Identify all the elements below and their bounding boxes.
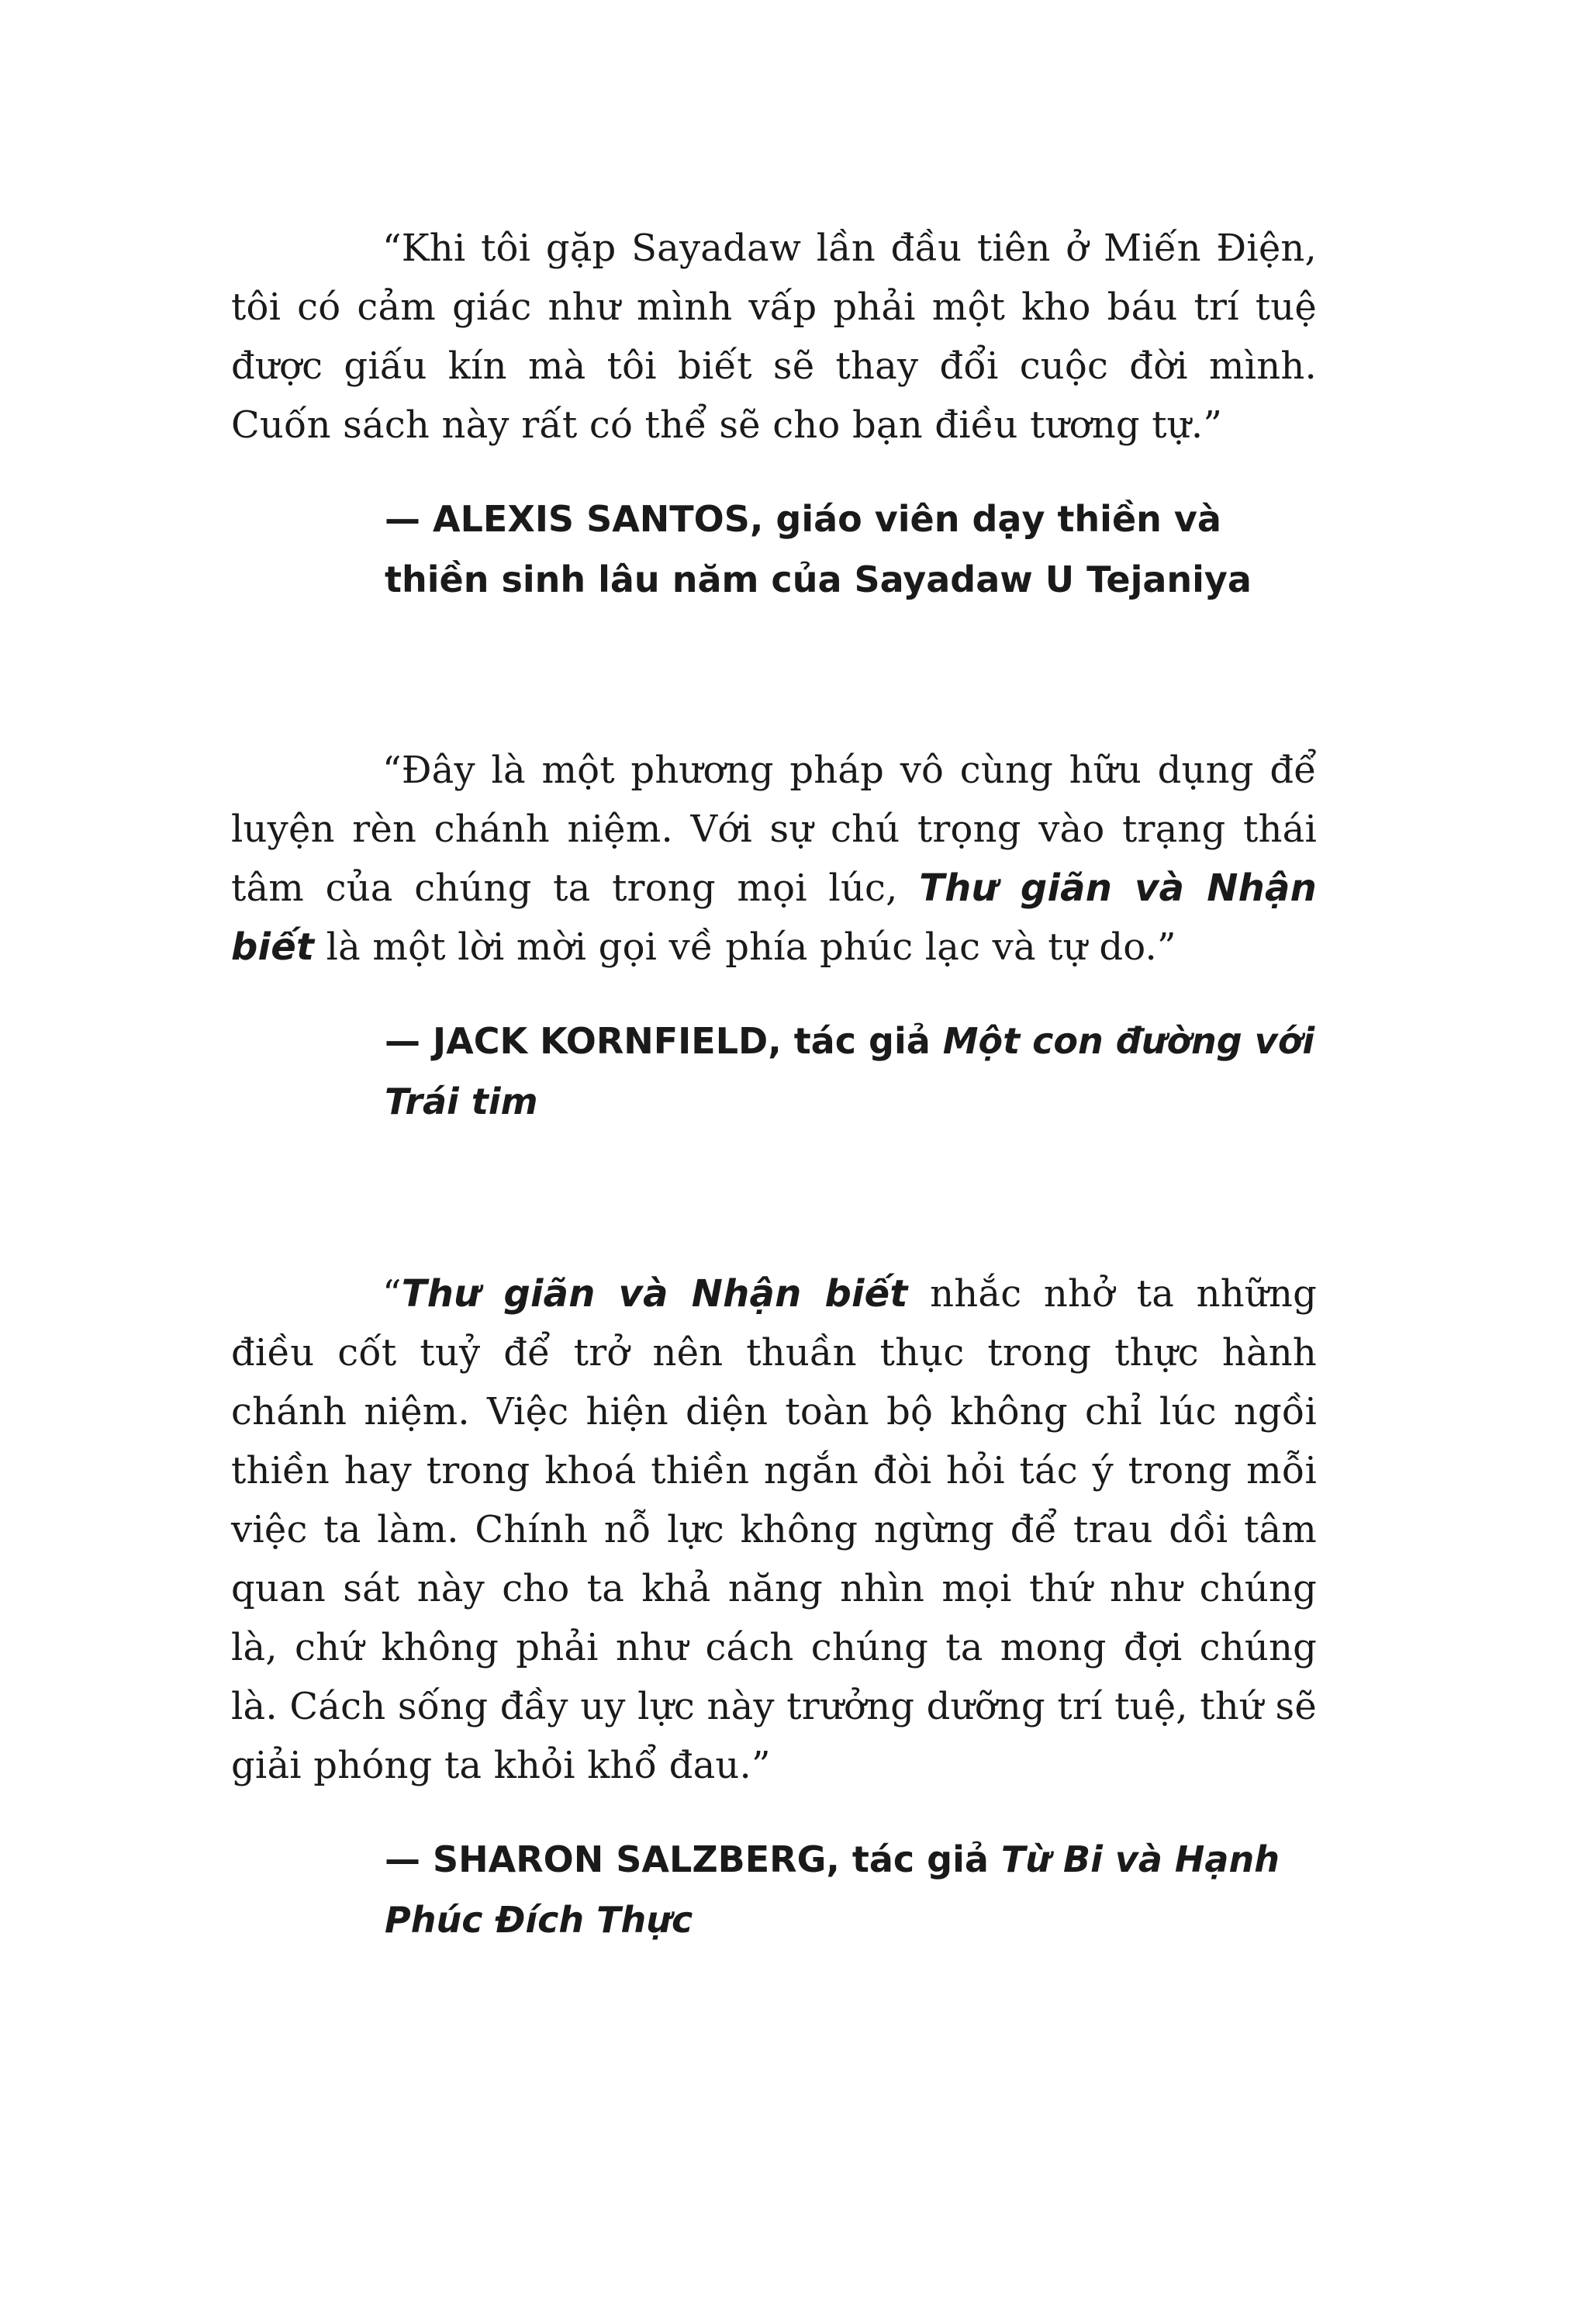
attribution-author: — SHARON SALZBERG, tác giả: [385, 1838, 1001, 1880]
blurb-sharon-salzberg: [231, 1264, 1317, 1950]
attribution-book-title: Từ Bi và Hạnh Phúc Đích Thực: [385, 1838, 1280, 1941]
quote-open-mark: “: [382, 1272, 402, 1316]
quote-text-after: là một lời mời gọi về phía phúc lạc và tự do.”: [314, 925, 1176, 969]
book-title: Thư giãn và Nhận biết: [401, 1272, 908, 1316]
quote-text-before: “Đây là một phương pháp vô cùng hữu dụng để luyện rèn chánh niệm. Với sự chú trọng vào trạng thái tâm của chúng ta trong mọi lúc,: [231, 749, 1317, 910]
blurb-quote: [231, 1264, 1317, 1795]
attribution-book-title: Một con đường với Trái tim: [385, 1020, 1315, 1122]
blurb-attribution: [385, 1011, 1315, 1132]
book-title: Thư giãn và Nhận biết: [231, 866, 1317, 969]
blurb-attribution: — ALEXIS SANTOS, giáo viên dạy thiền và thiền sinh lâu năm của Sayadaw U Tejaniya: [385, 498, 1252, 600]
quote-text-after: nhắc nhở ta những điều cốt tuỷ để trở nên thuần thục trong thực hành chánh niệm. Việc hiện diện toàn bộ không chỉ lúc ngồi thiền hay trong khoá thiền ngắn đòi hỏi tác ý trong mỗi việc ta làm. Chính nỗ lực không ngừng để trau dồi tâm quan sát này cho ta khả năng nhìn mọi thứ như chúng là, chứ không phải như cách chúng ta mong đợi chúng là. Cách sống đầy uy lực này trưởng dưỡng trí tuệ, thứ sẽ giải phóng ta khỏi khổ đau.”: [231, 1272, 1317, 1787]
blurb-alexis-santos: [231, 219, 1317, 610]
blurb-jack-kornfield: [231, 741, 1317, 1132]
blurb-quote: [231, 741, 1317, 977]
blurb-attribution: [385, 1829, 1315, 1950]
attribution-author: — JACK KORNFIELD, tác giả: [385, 1020, 943, 1062]
blurb-quote: “Khi tôi gặp Sayadaw lần đầu tiên ở Miến Điện, tôi có cảm giác như mình vấp phải một kho báu trí tuệ được giấu kín mà tôi biết sẽ thay đổi cuộc đời mình. Cuốn sách này rất có thể sẽ cho bạn điều tương tự.”: [231, 227, 1317, 447]
